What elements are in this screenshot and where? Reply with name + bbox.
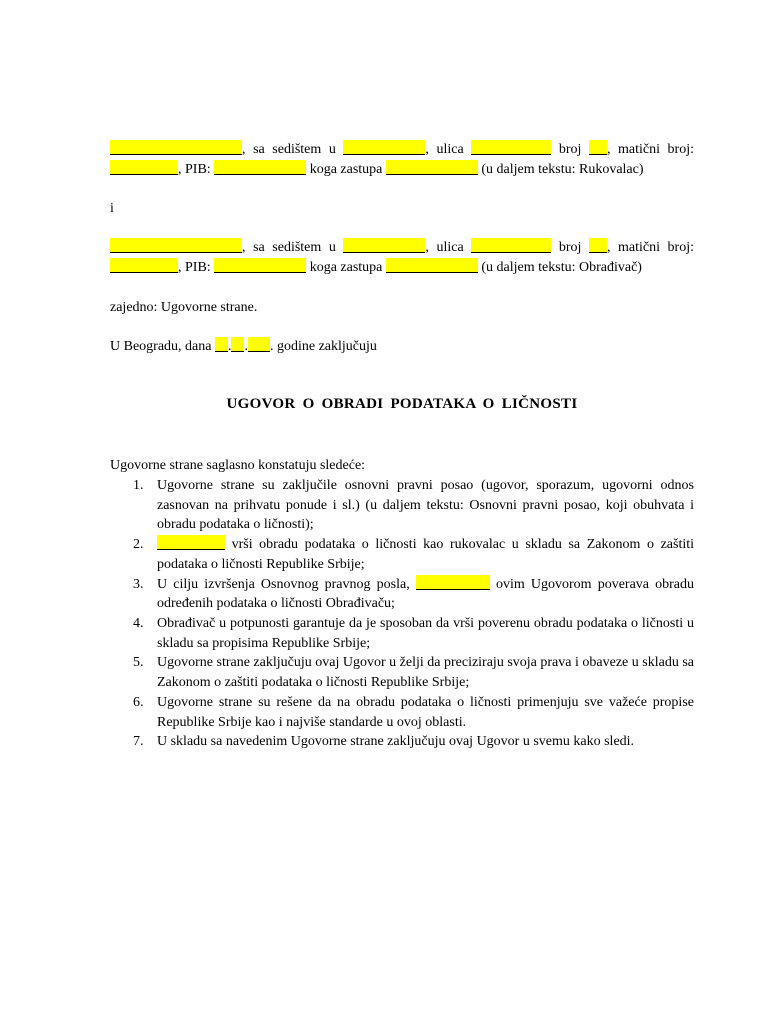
- conjunction: i: [110, 201, 114, 217]
- list-item-number: 1.: [133, 478, 144, 494]
- party2-street-field[interactable]: [471, 238, 551, 253]
- list-item-number: 6.: [133, 694, 144, 710]
- party1-number-field[interactable]: [589, 140, 607, 155]
- list-item-number: 5.: [133, 655, 144, 671]
- party1-pib-field[interactable]: [214, 160, 306, 175]
- list-item-text: vrši obradu podataka o ličnosti kao rukovalac u skladu sa Zakonom o zaštiti podataka o ličnosti Republike Srbije;: [157, 537, 694, 572]
- list-item: [110, 535, 694, 574]
- date-year-field[interactable]: [248, 337, 270, 352]
- list-item-text: U skladu sa navedenim Ugovorne strane zaključuju ovaj Ugovor u svemu kako sledi.: [157, 734, 635, 750]
- list-item: [110, 575, 694, 614]
- list-item: [110, 693, 694, 732]
- party1-representative-field[interactable]: [386, 160, 478, 175]
- party1-street-field[interactable]: [471, 140, 551, 155]
- list-item-text: Ugovorne strane su zaključile osnovni pravni posao (ugovor, sporazum, ugovorni odnos zasnovan na prihvatu ponude i sl.) (u daljem tekstu: Osnovni pravni posao, koji obuhvata i obradu podataka o ličnosti);: [157, 478, 694, 533]
- together-line: zajedno: Ugovorne strane.: [110, 299, 258, 315]
- party2-paragraph: [110, 238, 694, 277]
- party2-pib-field[interactable]: [214, 258, 306, 273]
- party2-pib-label: , PIB:: [178, 260, 211, 276]
- party1-number-label: broj: [558, 142, 582, 157]
- party2-number-label: broj: [558, 240, 582, 256]
- date-suffix: . godine zaključuju: [269, 338, 377, 354]
- party2-street-label: , ulica: [425, 240, 464, 256]
- party1-reg-no-field[interactable]: [110, 160, 178, 175]
- date-month-field[interactable]: [231, 337, 244, 352]
- list-item: [110, 614, 694, 653]
- party1-pib-label: , PIB:: [178, 161, 211, 177]
- list-item: [110, 476, 694, 535]
- party1-city-field[interactable]: [343, 140, 425, 155]
- list-item-number: 7.: [133, 734, 144, 750]
- party2-number-field[interactable]: [589, 238, 607, 253]
- party2-role: (u daljem tekstu: Obrađivač): [481, 260, 642, 276]
- list-item-text: ovim Ugovorom poverava obradu određenih podataka o ličnosti Obrađivaču;: [157, 576, 695, 612]
- party1-represented-label: koga zastupa: [309, 161, 383, 177]
- party2-city-field[interactable]: [343, 238, 425, 253]
- intro-line: Ugovorne strane saglasno konstatuju sledeće:: [110, 458, 366, 474]
- party1-street-label: , ulica: [425, 142, 464, 157]
- controller-name-field[interactable]: [416, 575, 490, 590]
- party1-seat-label: , sa sedištem u: [242, 142, 336, 157]
- party1-role: (u daljem tekstu: Rukovalac): [481, 161, 644, 177]
- party2-reg-no-field[interactable]: [110, 258, 178, 273]
- document-title: UGOVOR O OBRADI PODATAKA O LIČNOSTI: [226, 395, 578, 412]
- list-item-number: 3.: [133, 576, 144, 592]
- date-day-field[interactable]: [215, 337, 228, 352]
- list-item-text: Ugovorne strane zaključuju ovaj Ugovor u želji da preciziraju svoja prava i obaveze u skladu sa Zakonom o zaštiti podataka o ličnosti Republike Srbije;: [157, 655, 694, 691]
- recitals-list: [110, 476, 694, 752]
- list-item-text: U cilju izvršenja Osnovnog pravnog posla,: [157, 576, 410, 592]
- party2-seat-label: , sa sedištem u: [242, 240, 336, 256]
- list-item-number: 4.: [133, 616, 144, 631]
- list-item: [110, 653, 694, 692]
- list-item-number: 2.: [133, 537, 144, 553]
- date-line: [110, 337, 694, 357]
- document-body: [110, 140, 694, 752]
- date-prefix: U Beogradu, dana: [110, 338, 212, 354]
- controller-name-field[interactable]: [157, 535, 225, 550]
- list-item-text: Ugovorne strane su rešene da na obradu podataka o ličnosti primenjuju sve važeće propise Republike Srbije kao i najviše standarde u ovoj oblasti.: [157, 694, 694, 730]
- list-item-text: Obrađivač u potpunosti garantuje da je sposoban da vrši poverenu obradu podataka o ličnosti u skladu sa propisima Republike Srbije;: [157, 616, 694, 651]
- party2-representative-field[interactable]: [386, 258, 478, 273]
- party2-represented-label: koga zastupa: [309, 260, 383, 276]
- party2-name-field[interactable]: [110, 238, 242, 253]
- party1-paragraph: [110, 140, 694, 179]
- party1-name-field[interactable]: [110, 140, 242, 155]
- date-dot: .: [227, 338, 232, 354]
- date-dot: .: [244, 338, 248, 354]
- list-item: [110, 732, 694, 752]
- party1-reg-no-label: , matični broj:: [606, 142, 694, 157]
- party2-reg-no-label: , matični broj:: [606, 240, 694, 256]
